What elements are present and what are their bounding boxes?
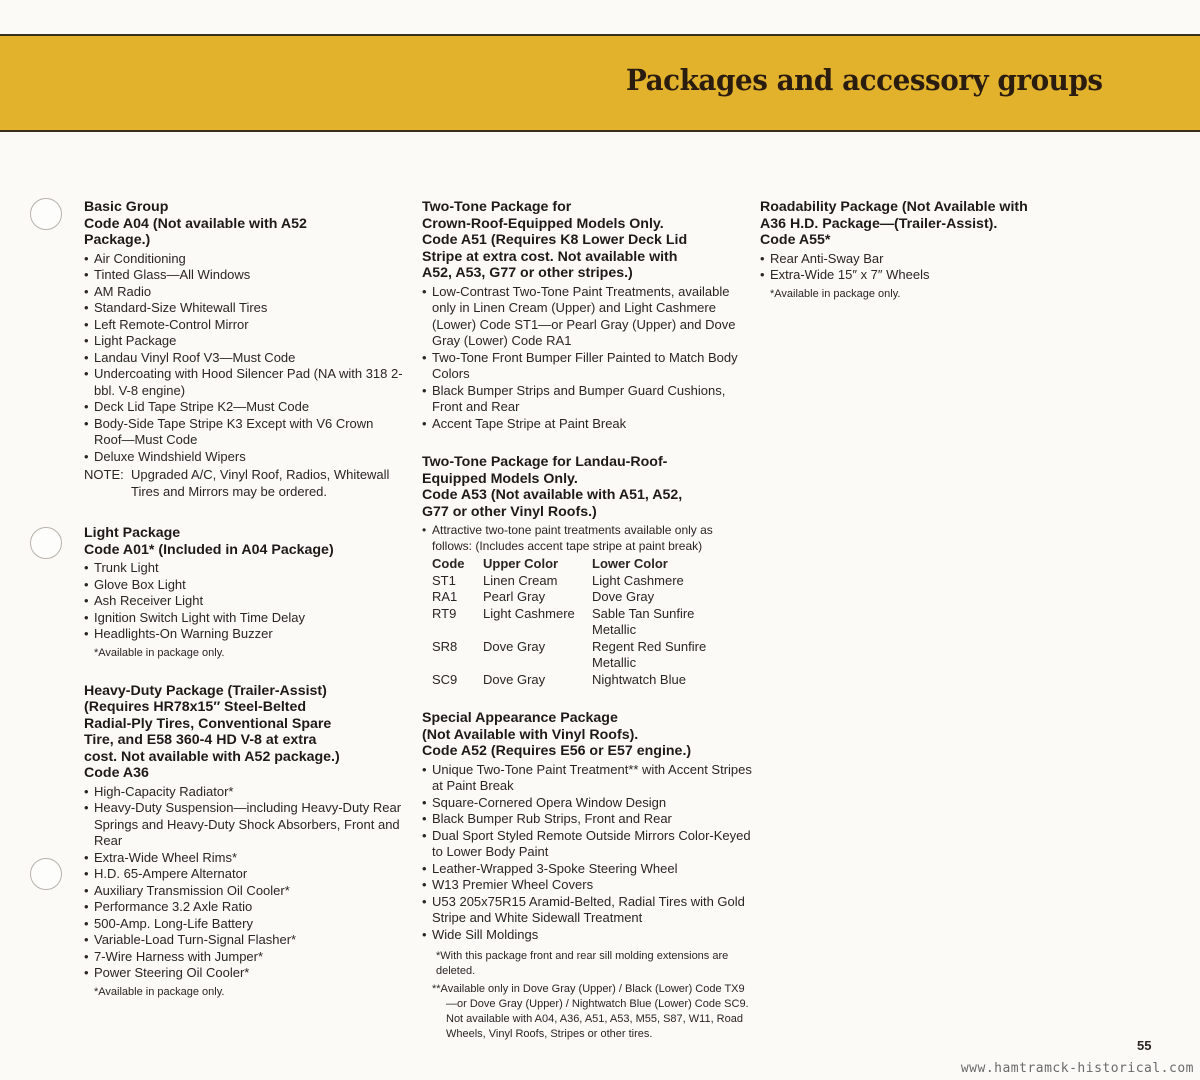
- list-item: • Deck Lid Tape Stripe K2—Must Code: [84, 399, 404, 416]
- list-item: • Ignition Switch Light with Time Delay: [84, 610, 404, 627]
- list-item: • U53 205x75R15 Aramid-Belted, Radial Tires with Gold Stripe and White Sidewall Treatment: [422, 894, 752, 927]
- table-cell: RT9: [432, 605, 457, 621]
- note: [84, 467, 404, 500]
- list-item: • Leather-Wrapped 3-Spoke Steering Wheel: [422, 861, 752, 878]
- table-row: [432, 672, 722, 689]
- footnote: *With this package front and rear sill molding extensions are deleted.: [436, 950, 729, 977]
- section-heading: Heavy-Duty Package (Trailer-Assist) (Requires HR78x15″ Steel-Belted Radial-Ply Tires, Conventional Spare Tire, and E58 360-4 HD V-8 at extra cost. Not available with A52 package.) Code A36: [84, 682, 340, 781]
- light-package-section: [84, 525, 404, 661]
- list-item: • Extra-Wide Wheel Rims*: [84, 850, 404, 867]
- table-cell: Dove Gray: [483, 671, 546, 687]
- list-item: • Left Remote-Control Mirror: [84, 317, 404, 334]
- note-text: Upgraded A/C, Vinyl Roof, Radios, Whitewall Tires and Mirrors may be ordered.: [131, 467, 390, 499]
- list-item: • Performance 3.2 Axle Ratio: [84, 899, 404, 916]
- binder-hole: [30, 198, 62, 230]
- list-item: • Black Bumper Rub Strips, Front and Rear: [422, 811, 752, 828]
- list-item: • 500-Amp. Long-Life Battery: [84, 916, 404, 933]
- list-item: • Tinted Glass—All Windows: [84, 267, 404, 284]
- special-appearance-section: [422, 710, 752, 1042]
- footnote: *Available in package only.: [94, 985, 225, 998]
- table-cell: SR8: [432, 638, 458, 654]
- list-item: • Heavy-Duty Suspension—including Heavy-Duty Rear Springs and Heavy-Duty Shock Absorbers, Front and Rear: [84, 800, 404, 850]
- landau-roof-section: [422, 454, 752, 688]
- list-item: • Air Conditioning: [84, 251, 404, 268]
- table-cell: Dove Gray: [483, 638, 546, 654]
- list-item: • Standard-Size Whitewall Tires: [84, 300, 404, 317]
- table-cell: Pearl Gray: [483, 589, 546, 604]
- section-heading: Two-Tone Package for Crown-Roof-Equipped Models Only. Code A51 (Requires K8 Lower Deck Lid Stripe at extra cost. Not available with A52, A53, G77 or other stripes.): [422, 199, 688, 281]
- table-cell: Sable Tan Sunfire Metallic: [592, 605, 695, 637]
- table-row: [432, 573, 722, 590]
- heavy-duty-section: [84, 683, 404, 1000]
- list-item: • Attractive two-tone paint treatments available only as follows: (Includes accent tape stripe at paint break): [422, 522, 752, 554]
- list-item: • Power Steering Oil Cooler*: [84, 965, 404, 982]
- color-table: [432, 556, 722, 688]
- table-cell: Nightwatch Blue: [592, 671, 686, 687]
- column-middle: [422, 199, 752, 1060]
- page-title: Packages and accessory groups: [626, 63, 1103, 97]
- column-right: [760, 199, 1090, 320]
- section-heading: Light Package Code A01* (Included in A04 Package): [84, 525, 334, 558]
- page-number: 55: [1137, 1038, 1152, 1053]
- table-header-row: [432, 556, 722, 573]
- list-item: • Accent Tape Stripe at Paint Break: [422, 416, 752, 433]
- column-header: Code: [432, 556, 465, 571]
- header-band: [0, 34, 1200, 132]
- list-item: • Unique Two-Tone Paint Treatment** with Accent Stripes at Paint Break: [422, 762, 752, 795]
- list-item: • Light Package: [84, 333, 404, 350]
- list-item: • Dual Sport Styled Remote Outside Mirrors Color-Keyed to Lower Body Paint: [422, 828, 752, 861]
- binder-hole: [30, 858, 62, 890]
- table-cell: Regent Red Sunfire Metallic: [592, 638, 707, 670]
- footnote: *Available in package only.: [770, 287, 901, 300]
- list-item: • Ash Receiver Light: [84, 593, 404, 610]
- list-item: • Square-Cornered Opera Window Design: [422, 795, 752, 812]
- list-item: • W13 Premier Wheel Covers: [422, 877, 752, 894]
- basic-group-section: [84, 199, 404, 500]
- table-cell: Dove Gray: [592, 589, 655, 604]
- item-list: [422, 522, 752, 554]
- list-item: • AM Radio: [84, 284, 404, 301]
- table-row: [432, 639, 722, 672]
- column-header: Lower Color: [592, 556, 668, 571]
- section-heading: Roadability Package (Not Available with A36 H.D. Package—(Trailer-Assist). Code A55*: [760, 199, 1028, 248]
- list-item: • Undercoating with Hood Silencer Pad (NA with 318 2-bbl. V-8 engine): [84, 366, 404, 399]
- list-item: • Variable-Load Turn-Signal Flasher*: [84, 932, 404, 949]
- binder-hole: [30, 527, 62, 559]
- watermark: www.hamtramck-historical.com: [960, 1061, 1194, 1076]
- table-cell: SC9: [432, 671, 458, 687]
- list-item: • Wide Sill Moldings: [422, 927, 752, 944]
- list-item: • Extra-Wide 15″ x 7″ Wheels: [760, 267, 1090, 284]
- item-list: [422, 284, 752, 433]
- list-item: • Low-Contrast Two-Tone Paint Treatments, available only in Linen Cream (Upper) and Light Cashmere (Lower) Code ST1—or Pearl Gray (Upper) and Dove Gray (Lower) Code RA1: [422, 284, 752, 350]
- list-item: • Two-Tone Front Bumper Filler Painted to Match Body Colors: [422, 350, 752, 383]
- list-item: • H.D. 65-Ampere Alternator: [84, 866, 404, 883]
- list-item: • Body-Side Tape Stripe K3 Except with V6 Crown Roof—Must Code: [84, 416, 404, 449]
- item-list: [422, 762, 752, 944]
- section-heading: Two-Tone Package for Landau-Roof- Equipped Models Only. Code A53 (Not available with A51, A52, G77 or other Vinyl Roofs.): [422, 454, 683, 520]
- list-item: • Headlights-On Warning Buzzer: [84, 626, 404, 643]
- table-row: [432, 606, 722, 639]
- list-item: • Landau Vinyl Roof V3—Must Code: [84, 350, 404, 367]
- list-item: • Glove Box Light: [84, 577, 404, 594]
- item-list: [760, 251, 1090, 284]
- column-left: [84, 199, 404, 1018]
- section-heading: Special Appearance Package (Not Available with Vinyl Roofs). Code A52 (Requires E56 or E57 engine.): [422, 710, 692, 759]
- list-item: • Deluxe Windshield Wipers: [84, 449, 404, 466]
- footnote: **Available only in Dove Gray (Upper) / Black (Lower) Code TX9—or Dove Gray (Upper) / Nightwatch Blue (Lower) Code SC9. Not available with A04, A36, A51, A53, M55, S87, W11, Road Wheels, Vinyl Roofs, Stripes or other tires.: [432, 983, 749, 1040]
- table-cell: RA1: [432, 589, 458, 604]
- section-heading: Basic Group Code A04 (Not available with A52 Package.): [84, 199, 307, 248]
- table-cell: Light Cashmere: [483, 605, 575, 621]
- note-label: NOTE:: [84, 467, 124, 482]
- item-list: [84, 251, 404, 466]
- item-list: [84, 560, 404, 643]
- footnote: *Available in package only.: [94, 646, 225, 659]
- table-cell: Light Cashmere: [592, 572, 684, 588]
- table-cell: Linen Cream: [483, 572, 558, 588]
- list-item: • Auxiliary Transmission Oil Cooler*: [84, 883, 404, 900]
- list-item: • High-Capacity Radiator*: [84, 784, 404, 801]
- crown-roof-section: [422, 199, 752, 432]
- list-item: • Rear Anti-Sway Bar: [760, 251, 1090, 268]
- list-item: • Black Bumper Strips and Bumper Guard Cushions, Front and Rear: [422, 383, 752, 416]
- table-row: [432, 589, 722, 606]
- table-cell: ST1: [432, 572, 456, 588]
- column-header: Upper Color: [483, 556, 559, 571]
- roadability-section: [760, 199, 1090, 302]
- item-list: [84, 784, 404, 982]
- list-item: • Trunk Light: [84, 560, 404, 577]
- list-item: • 7-Wire Harness with Jumper*: [84, 949, 404, 966]
